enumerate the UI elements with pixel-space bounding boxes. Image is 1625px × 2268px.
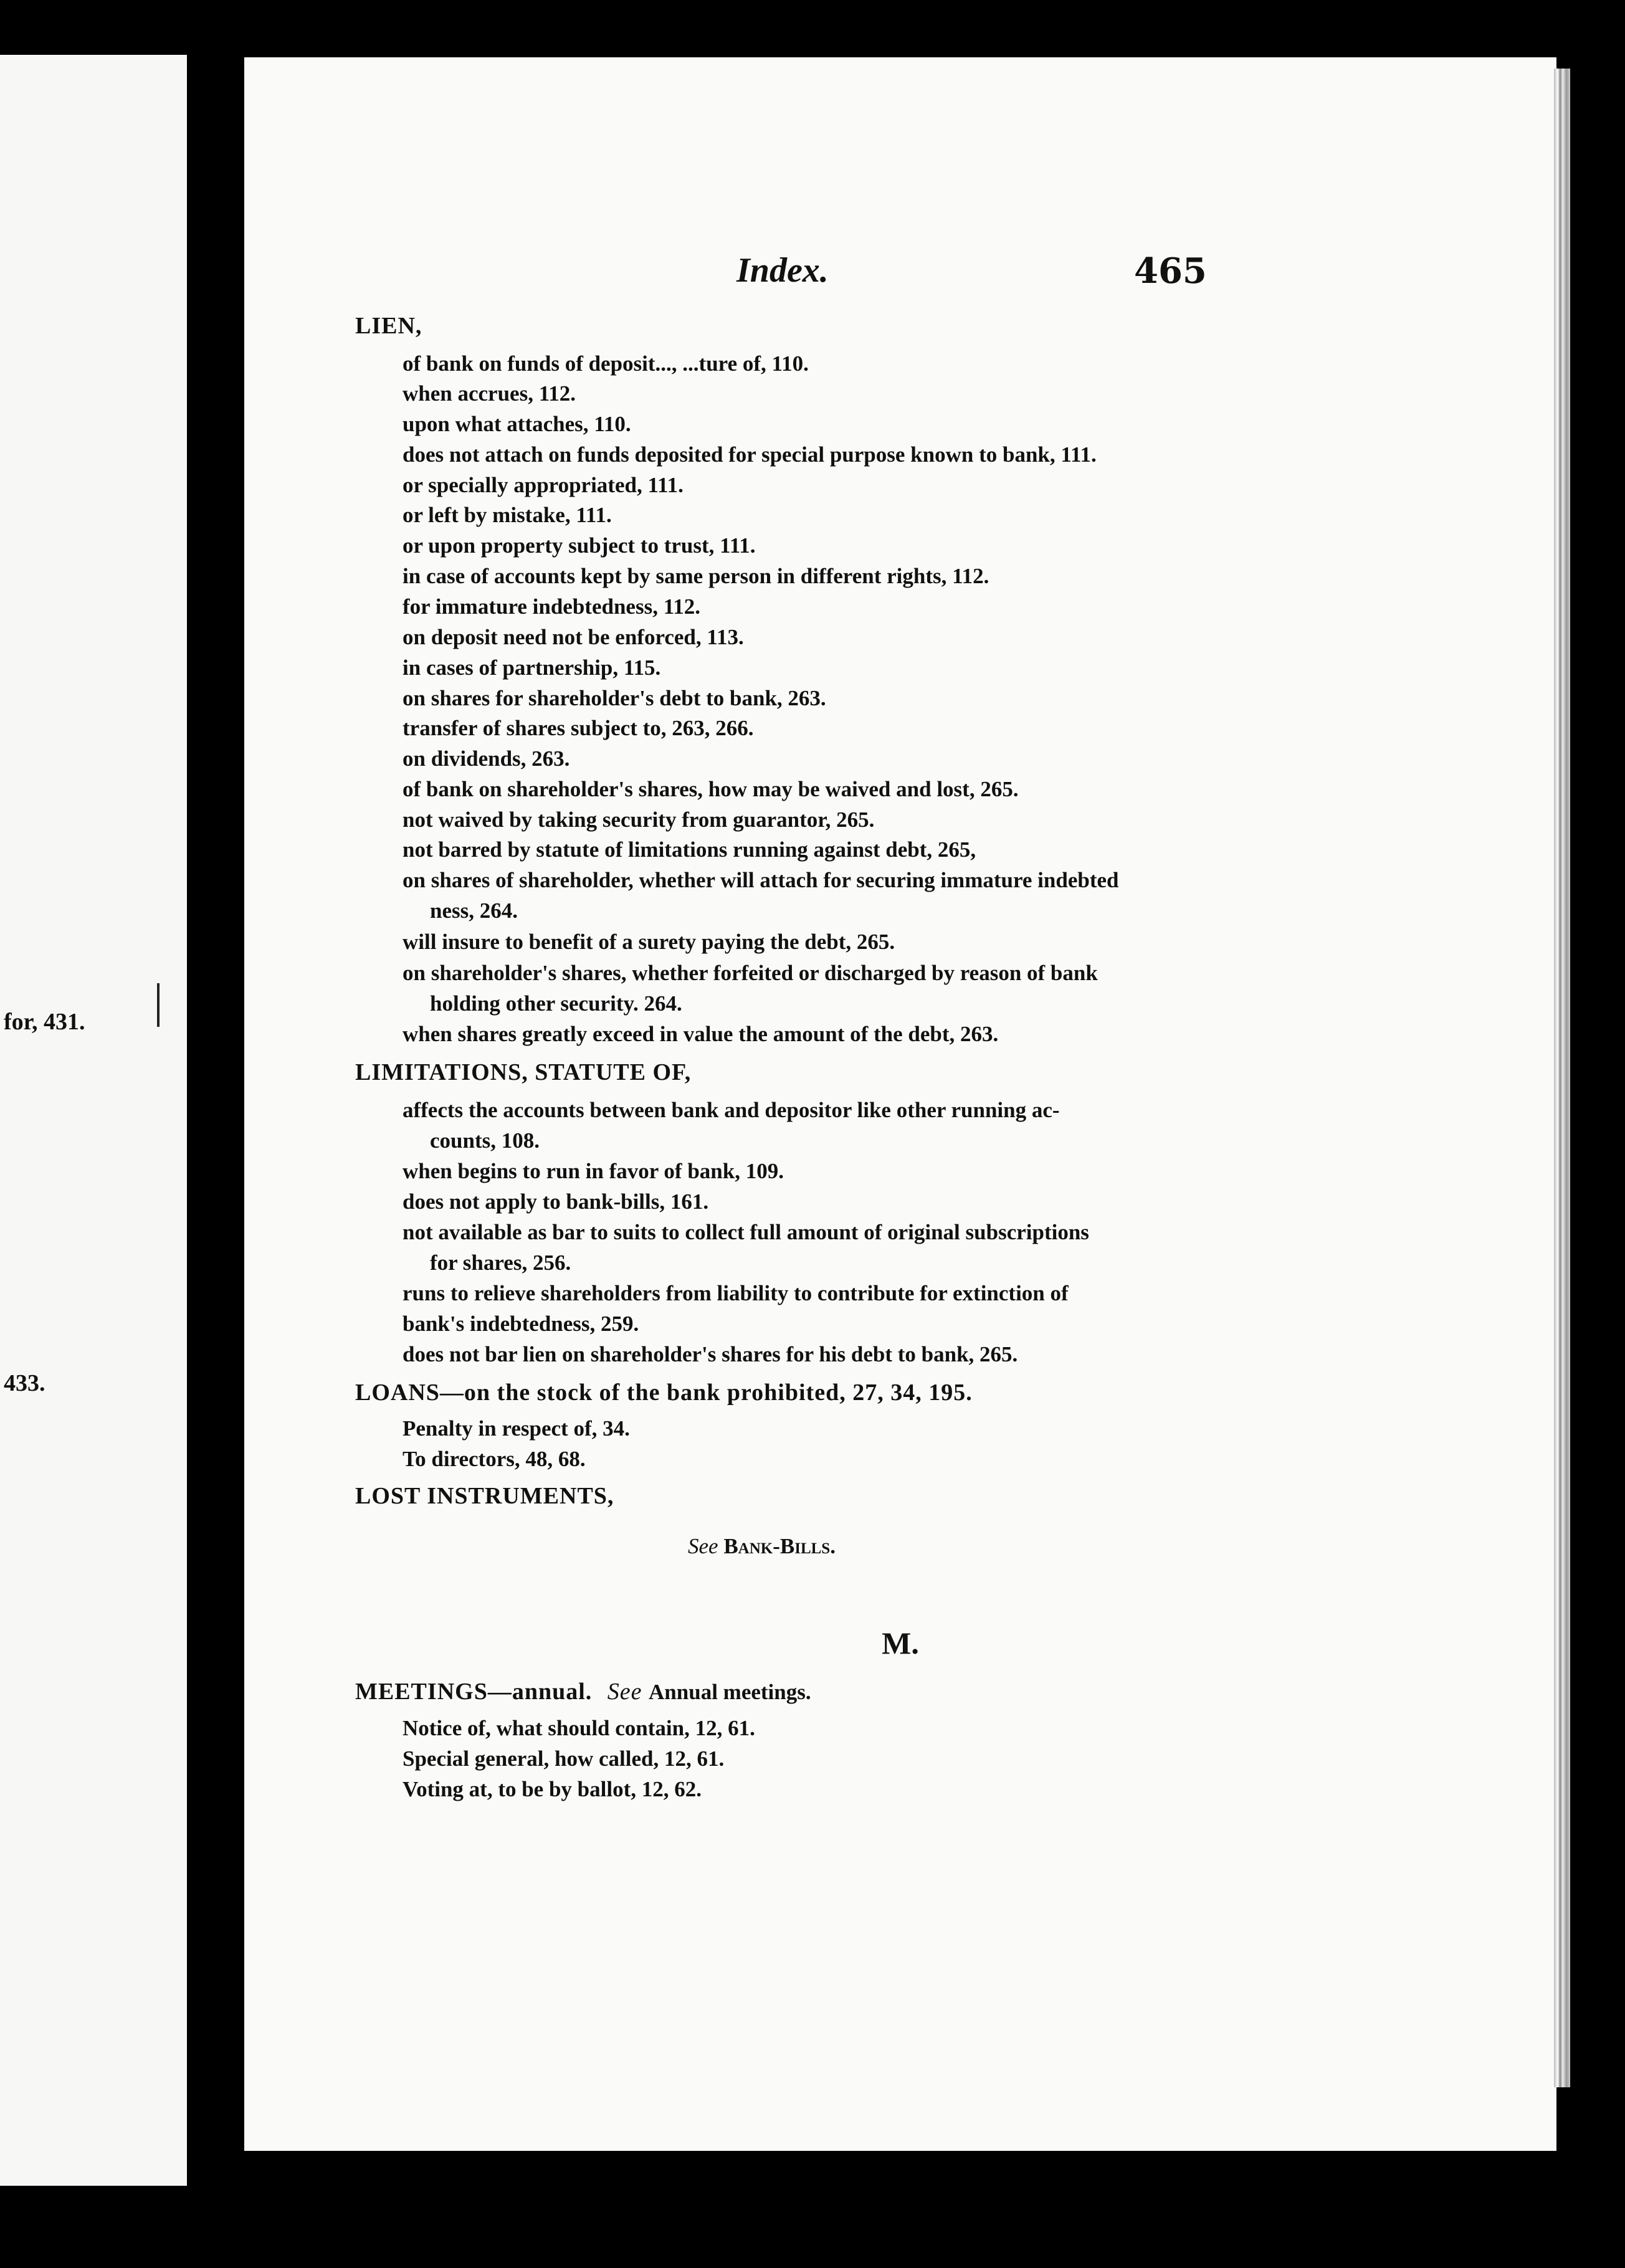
index-entry: does not apply to bank-bills, 161. <box>403 1189 709 1214</box>
page-header <box>244 250 1556 300</box>
index-entry: To directors, 48, 68. <box>403 1447 586 1471</box>
see-target: Annual meetings. <box>649 1680 811 1704</box>
page-edge <box>1554 69 1570 2087</box>
left-page-fragment: for, 431. <box>4 1009 85 1035</box>
left-page-fragment: 433. <box>4 1370 45 1396</box>
see-word: See <box>688 1534 718 1558</box>
index-entry: when begins to run in favor of bank, 109. <box>403 1159 784 1183</box>
index-entry-continuation: counts, 108. <box>430 1128 540 1153</box>
index-entry: does not bar lien on shareholder's shares for his debt to bank, 265. <box>403 1342 1018 1366</box>
index-entry: not waived by taking security from guarantor, 265. <box>403 808 875 832</box>
index-entry: Notice of, what should contain, 12, 61. <box>403 1716 755 1740</box>
index-entry: of bank on funds of deposit..., ...ture of, 110. <box>403 351 809 376</box>
index-entry: transfer of shares subject to, 263, 266. <box>403 716 754 740</box>
previous-page-fragment <box>0 55 187 2186</box>
see-target: Bank-Bills. <box>723 1534 836 1558</box>
index-entry-continuation: ness, 264. <box>430 898 518 923</box>
index-entry: or specially appropriated, 111. <box>403 473 684 497</box>
index-entry: not barred by statute of limitations running against debt, 265, <box>403 837 976 862</box>
index-heading-limitations: LIMITATIONS, STATUTE OF, <box>355 1059 692 1085</box>
index-entry: Penalty in respect of, 34. <box>403 1416 630 1441</box>
index-entry: Voting at, to be by ballot, 12, 62. <box>403 1777 702 1801</box>
index-heading-lost-instruments: LOST INSTRUMENTS, <box>355 1483 614 1509</box>
index-entry: not available as bar to suits to collect full amount of original subscriptions <box>403 1220 1089 1244</box>
index-entry: Special general, how called, 12, 61. <box>403 1746 725 1771</box>
index-entry: on dividends, 263. <box>403 746 570 771</box>
index-heading-meetings <box>355 1680 811 1703</box>
book-gutter <box>187 55 224 2186</box>
index-entry-continuation: for shares, 256. <box>430 1251 571 1275</box>
index-entry: bank's indebtedness, 259. <box>403 1312 639 1336</box>
index-page <box>244 57 1556 2151</box>
index-heading-lien: LIEN, <box>355 313 422 339</box>
index-entry: for immature indebtedness, 112. <box>403 594 701 619</box>
index-entry: does not attach on funds deposited for special purpose known to bank, 111. <box>403 442 1097 467</box>
index-entry: on shares of shareholder, whether will attach for securing immature indebted <box>403 868 1119 892</box>
index-entry: or left by mistake, 111. <box>403 503 612 527</box>
running-head: Index. <box>736 251 829 290</box>
see-reference <box>688 1535 836 1557</box>
index-entry: upon what attaches, 110. <box>403 412 631 436</box>
index-entry: on shares for shareholder's debt to bank, 263. <box>403 686 826 710</box>
index-entry: on deposit need not be enforced, 113. <box>403 625 744 649</box>
letter-heading: M. <box>882 1626 919 1660</box>
index-entry: affects the accounts between bank and depositor like other running ac- <box>403 1098 1060 1122</box>
index-heading-loans: LOANS—on the stock of the bank prohibited, 27, 34, 195. <box>355 1379 973 1406</box>
page-number: 465 <box>1134 250 1207 292</box>
see-word: See <box>607 1679 642 1705</box>
index-entry: will insure to benefit of a surety paying the debt, 265. <box>403 930 895 954</box>
index-entry: in cases of partnership, 115. <box>403 655 661 680</box>
index-entry: or upon property subject to trust, 111. <box>403 533 756 558</box>
index-entry: when shares greatly exceed in value the amount of the debt, 263. <box>403 1022 999 1046</box>
index-entry: in case of accounts kept by same person in different rights, 112. <box>403 564 989 588</box>
index-entry: on shareholder's shares, whether forfeited or discharged by reason of bank <box>403 961 1098 985</box>
meetings-heading-text: MEETINGS—annual. <box>355 1679 593 1705</box>
left-page-mark <box>157 983 160 1027</box>
index-entry: of bank on shareholder's shares, how may be waived and lost, 265. <box>403 777 1019 801</box>
index-entry: runs to relieve shareholders from liability to contribute for extinction of <box>403 1281 1069 1305</box>
index-entry-continuation: holding other security. 264. <box>430 991 682 1016</box>
index-entry: when accrues, 112. <box>403 381 576 406</box>
